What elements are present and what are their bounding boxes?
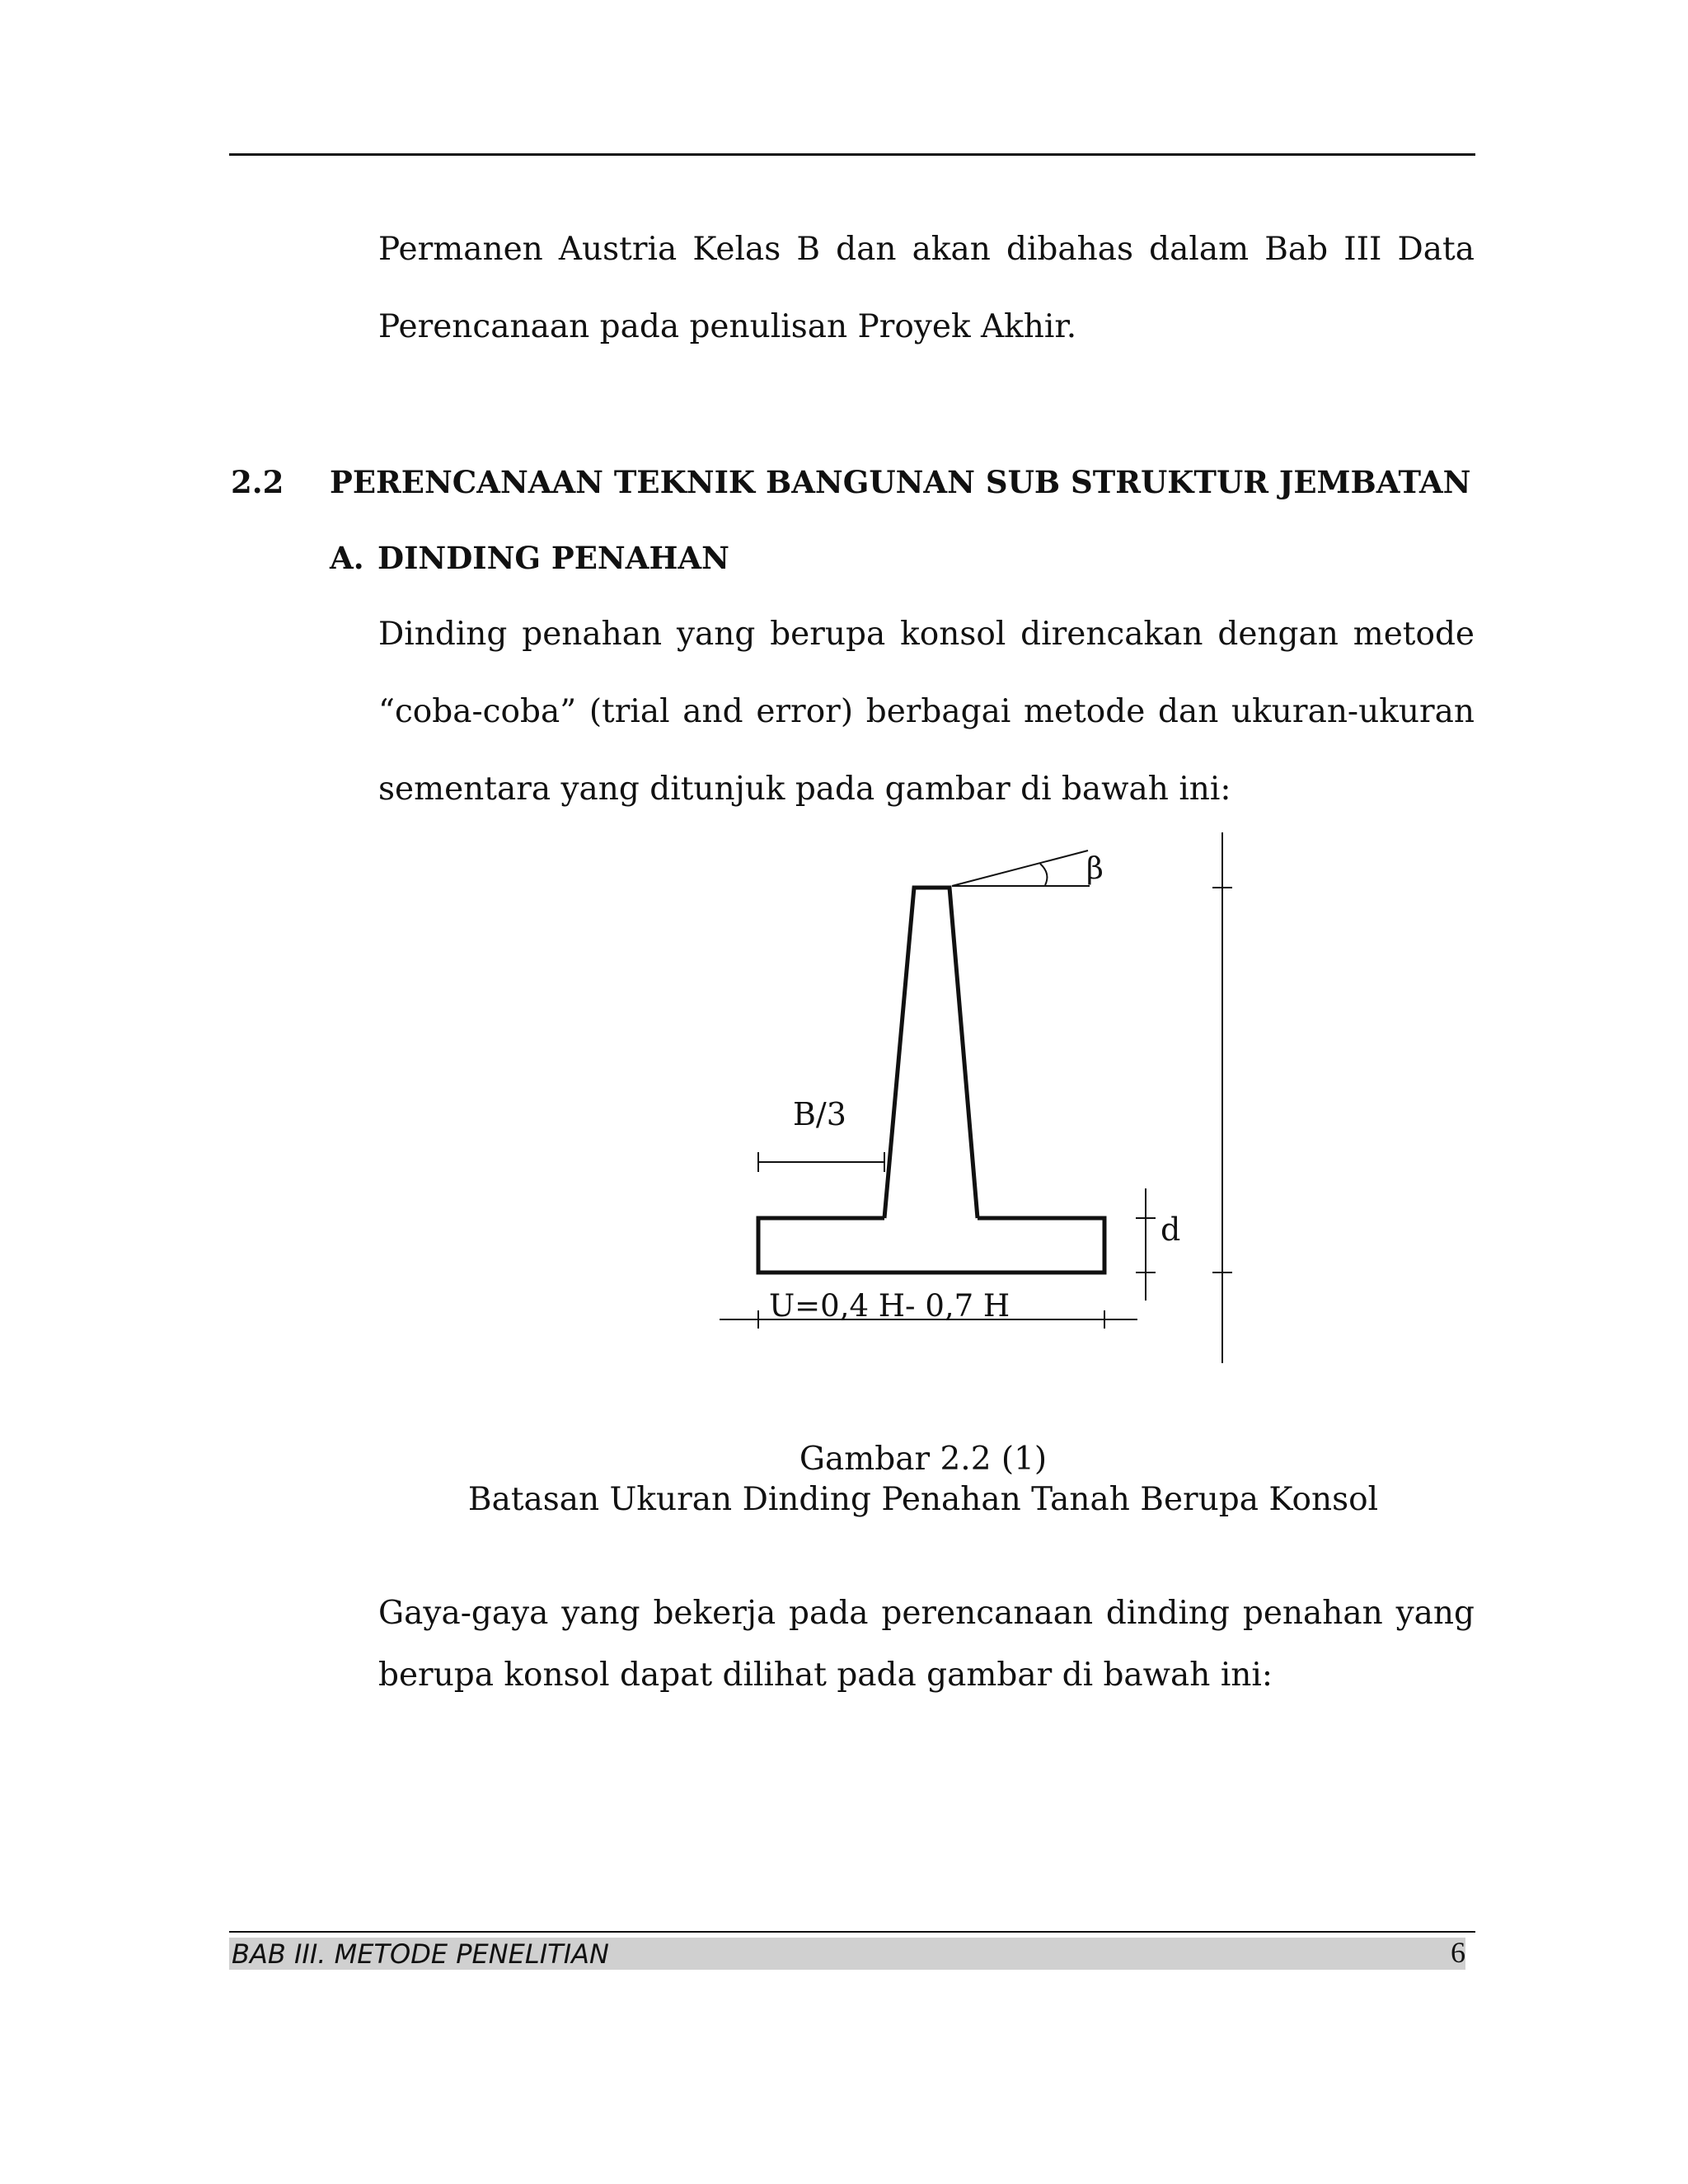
figure-caption-number: Gambar 2.2 (1): [799, 1441, 1048, 1478]
paragraph-1-line-1: Permanen Austria Kelas B dan akan dibahas dalam Bab III Data: [378, 231, 1475, 268]
wall-base-slab: [758, 1218, 1104, 1272]
page-number: 6: [1451, 1936, 1465, 1969]
paragraph-3-line-1: Gaya-gaya yang bekerja pada perencanaan dinding penahan yang: [378, 1595, 1475, 1632]
paragraph-2-line-3: sementara yang ditunjuk pada gambar di bawah ini:: [378, 771, 1231, 808]
paragraph-3-line-2: berupa konsol dapat dilihat pada gambar di bawah ini:: [378, 1657, 1273, 1694]
subsection-title: DINDING PENAHAN: [377, 540, 729, 576]
d-label: d: [1160, 1212, 1181, 1248]
paragraph-1-line-2: Perencanaan pada penulisan Proyek Akhir.: [378, 308, 1077, 345]
section-title: PERENCANAAN TEKNIK BANGUNAN SUB STRUKTUR JEMBATAN: [330, 464, 1471, 500]
figure-caption-title: Batasan Ukuran Dinding Penahan Tanah Berupa Konsol: [467, 1481, 1379, 1518]
footer-chapter: BAB III. METODE PENELITIAN: [232, 1938, 609, 1970]
paragraph-2-line-2: “coba-coba” (trial and error) berbagai metode dan ukuran-ukuran: [378, 693, 1475, 730]
beta-label: β: [1086, 852, 1104, 886]
wall-stem: [884, 888, 978, 1218]
beta-angle-arc: [1040, 864, 1047, 885]
paragraph-2-line-1: Dinding penahan yang berupa konsol direncakan dengan metode: [378, 616, 1475, 653]
section-number: 2.2: [231, 464, 284, 500]
b3-label: B/3: [793, 1096, 846, 1132]
footer-rule: [229, 1931, 1475, 1933]
u-label: U=0,4 H- 0,7 H: [769, 1288, 1010, 1324]
backfill-slope-line: [952, 851, 1088, 886]
subsection-label: A.: [330, 540, 364, 576]
